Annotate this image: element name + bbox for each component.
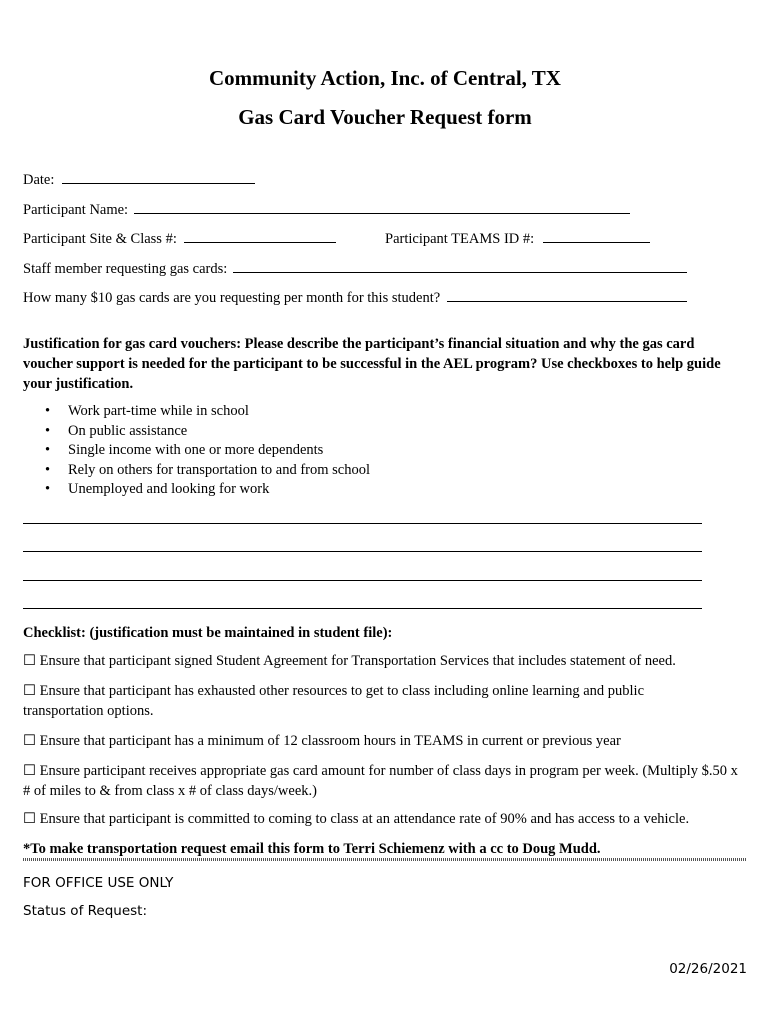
bullet-icon: • [45,442,51,458]
cards-per-month-label: How many $10 gas cards are you requesting per month for this student? [23,290,441,306]
list-item [45,441,370,461]
bullet-icon: • [45,422,51,439]
justification-writing-line[interactable] [23,523,702,524]
cards-per-month-field [23,289,687,307]
checklist-item [23,809,743,829]
list-item [45,402,370,422]
site-class-label: Participant Site & Class #: [23,231,177,247]
office-use-heading: FOR OFFICE USE ONLY [23,875,174,891]
date-input-line[interactable] [62,171,255,184]
checklist-item [23,681,683,721]
site-class-field [23,230,336,248]
checkbox-icon[interactable]: ☐ [23,683,36,699]
justification-writing-line[interactable] [23,551,702,552]
participant-name-field [23,201,630,219]
bullet-text: Unemployed and looking for work [68,481,270,497]
checklist-item-text: Ensure that participant is committed to coming to class at an attendance rate of 90% and has access to a vehicle. [39,811,690,827]
checkbox-icon[interactable]: ☐ [23,811,36,827]
list-item [45,461,370,481]
justification-bullets [45,402,370,500]
status-of-request-label: Status of Request: [23,903,147,919]
bullet-icon: • [45,461,51,478]
date-field [23,171,255,189]
dotted-divider [23,858,747,861]
staff-member-input-line[interactable] [233,260,687,273]
cards-per-month-input-line[interactable] [447,289,687,302]
footer-date: 02/26/2021 [669,961,747,977]
participant-name-input-line[interactable] [134,201,630,214]
checklist-item-text: Ensure that participant signed Student Agreement for Transportation Services that includes statement of need. [39,653,676,669]
staff-member-label: Staff member requesting gas cards: [23,261,228,277]
teams-id-input-line[interactable] [543,230,650,243]
list-item [45,422,370,442]
teams-id-label: Participant TEAMS ID #: [385,231,535,247]
checklist-item [23,731,743,751]
list-item [45,480,370,500]
checklist-heading: Checklist: (justification must be maintained in student file): [23,625,393,641]
checklist-item-text: Ensure participant receives appropriate gas card amount for number of class days in program per week. (Multiply $.50 x # of miles to & from class x # of class days/week.) [23,763,738,799]
justification-writing-line[interactable] [23,580,702,581]
participant-name-label: Participant Name: [23,202,129,218]
bullet-text: On public assistance [68,422,188,439]
checklist-item [23,761,738,801]
org-title: Community Action, Inc. of Central, TX [209,66,561,90]
checkbox-icon[interactable]: ☐ [23,763,36,779]
checklist-item-text: Ensure that participant has exhausted other resources to get to class including online learning and public transportation options. [23,683,645,719]
teams-id-field [385,230,650,248]
bullet-text: Single income with one or more dependents [68,442,324,458]
site-class-input-line[interactable] [184,230,336,243]
justification-prompt: Justification for gas card vouchers: Please describe the participant’s financial situation and why the gas card voucher support is needed for the participant to be successful in the AEL program? Use checkboxes to help guide your justification. [23,336,721,392]
checkbox-icon[interactable]: ☐ [23,653,36,669]
bullet-icon: • [45,403,51,419]
form-title: Gas Card Voucher Request form [238,105,532,129]
justification-writing-line[interactable] [23,608,702,609]
bullet-icon: • [45,481,51,497]
bullet-text: Work part-time while in school [68,403,249,419]
email-instruction: *To make transportation request email this form to Terri Schiemenz with a cc to Doug Mudd. [23,841,601,857]
checklist-item [23,651,743,671]
checkbox-icon[interactable]: ☐ [23,733,36,749]
date-label: Date: [23,172,55,188]
bullet-text: Rely on others for transportation to and from school [68,461,371,478]
checklist-item-text: Ensure that participant has a minimum of 12 classroom hours in TEAMS in current or previous year [39,733,621,749]
staff-member-field [23,260,687,278]
